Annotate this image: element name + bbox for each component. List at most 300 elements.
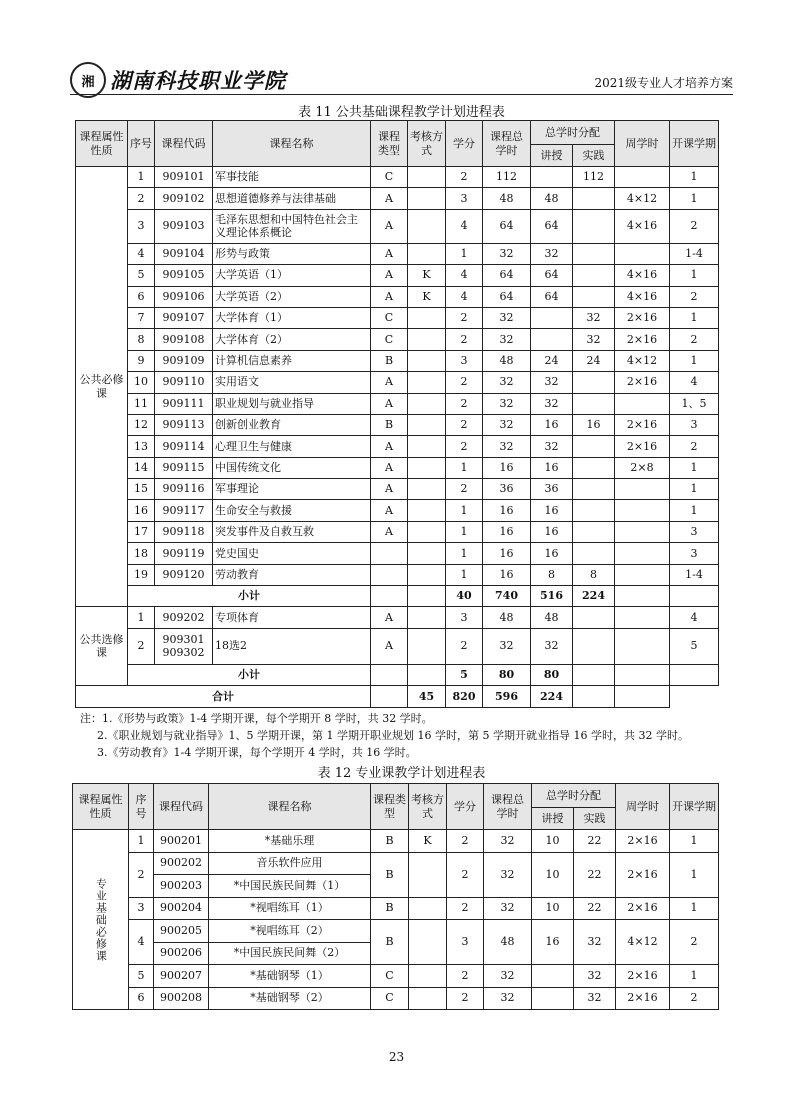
exam-cell <box>408 521 446 542</box>
code-cell: 909106 <box>155 286 213 307</box>
note-1: 注：1.《形势与政策》1-4 学期开课，每个学期开 8 学时，共 32 学时。 <box>80 712 433 725</box>
header-code: 课程代码 <box>154 784 209 830</box>
code-cell: 900203 <box>154 875 209 898</box>
name-cell: 大学英语（1） <box>213 265 371 286</box>
total-cell: 32 <box>483 628 531 664</box>
practice-cell <box>573 479 615 500</box>
weekly-cell <box>615 521 670 542</box>
total-cell: 32 <box>483 243 531 264</box>
empty-cell <box>615 686 670 707</box>
weekly-cell: 2×16 <box>615 436 670 457</box>
document-title: 2021级专业人才培养方案 <box>594 76 733 90</box>
table-row <box>76 243 719 264</box>
seq-cell: 6 <box>128 286 155 307</box>
weekly-cell <box>615 543 670 564</box>
code-cell: 900206 <box>154 942 209 965</box>
total-cell: 16 <box>483 500 531 521</box>
seq-cell: 18 <box>128 543 155 564</box>
seq-cell: 4 <box>129 920 154 965</box>
lecture-cell: 16 <box>531 543 573 564</box>
credit-cell: 2 <box>447 830 484 853</box>
type-cell: A <box>371 209 408 243</box>
header-type: 课程类型 <box>371 784 409 830</box>
table-row <box>76 500 719 521</box>
credit-cell: 2 <box>446 329 483 350</box>
header-total: 课程总学时 <box>484 784 532 830</box>
practice-cell <box>573 393 615 414</box>
name-cell: 18选2 <box>213 628 371 664</box>
credit-cell: 3 <box>446 350 483 371</box>
seq-cell: 1 <box>128 607 155 628</box>
type-cell: C <box>371 987 409 1010</box>
seq-cell: 3 <box>128 209 155 243</box>
header-practice: 实践 <box>573 145 615 167</box>
weekly-cell <box>615 500 670 521</box>
type-cell: A <box>371 393 408 414</box>
practice-cell <box>573 664 615 685</box>
table-row <box>76 628 719 664</box>
empty-cell <box>615 664 670 685</box>
credit-cell: 2 <box>447 897 484 920</box>
total-cell: 16 <box>483 457 531 478</box>
seq-cell: 7 <box>128 307 155 328</box>
type-cell: A <box>371 372 408 393</box>
header-lecture: 讲授 <box>532 808 574 830</box>
term-cell: 1-4 <box>670 243 719 264</box>
exam-cell <box>408 329 446 350</box>
page-header <box>70 60 733 98</box>
seq-cell: 1 <box>128 167 155 188</box>
practice-cell: 8 <box>573 564 615 585</box>
table-row <box>76 307 719 328</box>
credit-cell: 3 <box>447 920 484 965</box>
term-cell: 3 <box>670 543 719 564</box>
credit-cell: 2 <box>446 372 483 393</box>
header-lecture: 讲授 <box>531 145 573 167</box>
exam-cell <box>408 500 446 521</box>
practice-cell <box>573 372 615 393</box>
code-cell: 909118 <box>155 521 213 542</box>
seq-cell: 14 <box>128 457 155 478</box>
term-cell: 1 <box>670 897 719 920</box>
term-cell: 2 <box>670 436 719 457</box>
credit-cell: 2 <box>446 414 483 435</box>
type-cell: A <box>371 286 408 307</box>
total-cell: 32 <box>484 965 532 988</box>
practice-cell: 32 <box>574 920 616 965</box>
name-cell: *中国民族民间舞（2） <box>209 942 371 965</box>
exam-cell <box>408 457 446 478</box>
code-cell: 900205 <box>154 920 209 943</box>
code-cell: 900207 <box>154 965 209 988</box>
practice-cell <box>573 436 615 457</box>
seq-cell: 3 <box>129 897 154 920</box>
name-cell: *基础钢琴（2） <box>209 987 371 1010</box>
practice-cell: 22 <box>574 830 616 853</box>
school-logo <box>70 62 286 98</box>
name-cell: 军事技能 <box>213 167 371 188</box>
weekly-cell <box>615 607 670 628</box>
code-cell: 909109 <box>155 350 213 371</box>
type-cell: B <box>371 920 409 965</box>
name-cell: 计算机信息素养 <box>213 350 371 371</box>
table12 <box>72 783 719 1010</box>
name-cell: 突发事件及自救互救 <box>213 521 371 542</box>
practice-cell <box>573 265 615 286</box>
type-cell: A <box>371 243 408 264</box>
table-row <box>76 286 719 307</box>
code-cell: 909117 <box>155 500 213 521</box>
code-cell: 909102 <box>155 188 213 209</box>
code-cell: 909101 <box>155 167 213 188</box>
name-cell: 党史国史 <box>213 543 371 564</box>
total-cell: 32 <box>484 852 532 897</box>
name-cell: 思想道德修养与法律基础 <box>213 188 371 209</box>
exam-cell <box>408 414 446 435</box>
credit-cell: 2 <box>446 167 483 188</box>
exam-cell <box>408 436 446 457</box>
total-cell: 48 <box>483 607 531 628</box>
term-cell: 4 <box>670 372 719 393</box>
table-row <box>76 167 719 188</box>
empty-cell <box>615 586 670 607</box>
credit-cell: 2 <box>446 307 483 328</box>
seq-cell: 19 <box>128 564 155 585</box>
term-cell: 5 <box>670 628 719 664</box>
practice-cell <box>573 628 615 664</box>
total-cell: 16 <box>483 521 531 542</box>
lecture-cell: 10 <box>532 830 574 853</box>
table-row <box>76 457 719 478</box>
name-cell: *视唱练耳（2） <box>209 920 371 943</box>
exam-cell <box>408 372 446 393</box>
table-row <box>76 436 719 457</box>
name-cell: 中国传统文化 <box>213 457 371 478</box>
type-cell: B <box>371 830 409 853</box>
weekly-cell: 2×16 <box>615 329 670 350</box>
name-cell: 军事理论 <box>213 479 371 500</box>
weekly-cell: 2×16 <box>615 307 670 328</box>
name-cell: 劳动教育 <box>213 564 371 585</box>
table-row <box>76 188 719 209</box>
code-cell: 900208 <box>154 987 209 1010</box>
total-cell: 740 <box>483 586 531 607</box>
name-cell: *视唱练耳（1） <box>209 897 371 920</box>
lecture-cell <box>532 965 574 988</box>
table-row <box>76 479 719 500</box>
lecture-cell: 32 <box>531 243 573 264</box>
empty-cell <box>408 664 446 685</box>
type-cell <box>371 543 408 564</box>
type-cell: A <box>371 436 408 457</box>
credit-cell: 4 <box>446 265 483 286</box>
lecture-cell: 10 <box>532 897 574 920</box>
table-row <box>73 920 719 943</box>
table-row <box>76 393 719 414</box>
term-cell: 1-4 <box>670 564 719 585</box>
lecture-cell: 32 <box>531 628 573 664</box>
lecture-cell: 48 <box>531 607 573 628</box>
total-cell: 64 <box>483 265 531 286</box>
code-cell: 909116 <box>155 479 213 500</box>
practice-cell <box>573 209 615 243</box>
empty-cell <box>408 586 446 607</box>
total-cell: 16 <box>483 564 531 585</box>
header-type: 课程类型 <box>371 121 408 167</box>
type-cell: B <box>371 897 409 920</box>
header-term: 开课学期 <box>670 121 719 167</box>
term-cell: 1 <box>670 167 719 188</box>
exam-cell <box>409 852 447 897</box>
lecture-cell: 24 <box>531 350 573 371</box>
name-cell: *基础乐理 <box>209 830 371 853</box>
notes <box>80 710 740 761</box>
total-cell: 32 <box>483 307 531 328</box>
type-cell: C <box>371 167 408 188</box>
header-nature: 课程属性性质 <box>73 784 129 830</box>
practice-cell <box>573 500 615 521</box>
lecture-cell: 64 <box>531 286 573 307</box>
weekly-cell: 4×16 <box>615 209 670 243</box>
type-cell: A <box>371 628 408 664</box>
weekly-cell <box>615 243 670 264</box>
code-cell: 909107 <box>155 307 213 328</box>
credit-cell: 2 <box>446 479 483 500</box>
header-rule <box>70 94 733 95</box>
table-row <box>73 830 719 853</box>
weekly-cell <box>615 628 670 664</box>
exam-cell <box>409 987 447 1010</box>
lecture-cell: 10 <box>532 852 574 897</box>
term-cell: 3 <box>670 414 719 435</box>
lecture-cell: 80 <box>531 664 573 685</box>
credit-cell: 5 <box>446 664 483 685</box>
table-row <box>73 897 719 920</box>
seq-cell: 2 <box>128 628 155 664</box>
total-cell: 112 <box>483 167 531 188</box>
exam-cell <box>408 543 446 564</box>
credit-cell: 45 <box>408 686 446 707</box>
exam-cell <box>408 628 446 664</box>
table-row <box>76 329 719 350</box>
type-cell: C <box>371 329 408 350</box>
total-cell: 32 <box>483 414 531 435</box>
practice-cell: 32 <box>573 329 615 350</box>
code-cell: 909202 <box>155 607 213 628</box>
term-cell: 1 <box>670 479 719 500</box>
lecture-cell: 16 <box>531 521 573 542</box>
exam-cell <box>409 920 447 965</box>
type-cell: B <box>371 350 408 371</box>
term-cell: 1 <box>670 188 719 209</box>
table-row <box>73 987 719 1010</box>
credit-cell: 2 <box>447 987 484 1010</box>
table-row <box>76 607 719 628</box>
subtotal-label: 小计 <box>128 586 371 607</box>
note-3: 3.《劳动教育》1-4 学期开课，每个学期开 4 学时，共 16 学时。 <box>97 746 417 759</box>
lecture-cell <box>531 167 573 188</box>
practice-cell <box>573 521 615 542</box>
exam-cell <box>408 564 446 585</box>
credit-cell: 40 <box>446 586 483 607</box>
weekly-cell: 2×16 <box>615 414 670 435</box>
term-cell: 3 <box>670 521 719 542</box>
exam-cell <box>408 607 446 628</box>
total-cell: 64 <box>483 286 531 307</box>
header-alloc: 总学时分配 <box>531 121 615 145</box>
header-name: 课程名称 <box>209 784 371 830</box>
name-cell: 职业规划与就业指导 <box>213 393 371 414</box>
table-row <box>76 564 719 585</box>
name-cell: 实用语文 <box>213 372 371 393</box>
seq-cell: 11 <box>128 393 155 414</box>
term-cell: 2 <box>670 987 719 1010</box>
header-credit: 学分 <box>446 121 483 167</box>
practice-cell <box>573 607 615 628</box>
exam-cell <box>409 897 447 920</box>
credit-cell: 4 <box>446 286 483 307</box>
lecture-cell: 16 <box>531 457 573 478</box>
table-row <box>73 852 719 875</box>
name-cell: 创新创业教育 <box>213 414 371 435</box>
header-code: 课程代码 <box>155 121 213 167</box>
exam-cell: K <box>408 286 446 307</box>
practice-cell: 24 <box>573 350 615 371</box>
credit-cell: 2 <box>447 852 484 897</box>
total-cell: 16 <box>483 543 531 564</box>
practice-cell: 224 <box>531 686 573 707</box>
code-cell: 909110 <box>155 372 213 393</box>
lecture-cell <box>531 307 573 328</box>
weekly-cell: 2×16 <box>616 897 670 920</box>
total-cell: 32 <box>484 830 532 853</box>
total-cell: 80 <box>483 664 531 685</box>
total-cell: 48 <box>483 350 531 371</box>
seq-cell: 4 <box>128 243 155 264</box>
table-row <box>76 350 719 371</box>
weekly-cell <box>615 479 670 500</box>
name-cell: *基础钢琴（1） <box>209 965 371 988</box>
exam-cell <box>408 307 446 328</box>
total-cell: 36 <box>483 479 531 500</box>
table-row <box>73 965 719 988</box>
weekly-cell <box>615 393 670 414</box>
lecture-cell: 16 <box>531 500 573 521</box>
weekly-cell: 2×16 <box>615 372 670 393</box>
credit-cell: 1 <box>446 564 483 585</box>
code-cell: 909105 <box>155 265 213 286</box>
credit-cell: 2 <box>446 393 483 414</box>
term-cell: 1 <box>670 500 719 521</box>
credit-cell: 3 <box>446 188 483 209</box>
note-2: 2.《职业规划与就业指导》1、5 学期开课，第 1 学期开职业规划 16 学时，第 5 学期开就业指导 16 学时，共 32 学时。 <box>97 729 689 742</box>
header-term: 开课学期 <box>670 784 719 830</box>
term-cell: 2 <box>670 920 719 965</box>
term-cell: 4 <box>670 607 719 628</box>
code-cell: 900204 <box>154 897 209 920</box>
seq-cell: 8 <box>128 329 155 350</box>
group-label-text: 专业基础必修课 <box>94 877 108 962</box>
header-name: 课程名称 <box>213 121 371 167</box>
exam-cell <box>408 209 446 243</box>
credit-cell: 2 <box>446 436 483 457</box>
type-cell: A <box>371 265 408 286</box>
lecture-cell: 32 <box>531 436 573 457</box>
term-cell: 1 <box>670 852 719 897</box>
total-cell: 32 <box>483 436 531 457</box>
name-cell: 形势与政策 <box>213 243 371 264</box>
table-row <box>76 372 719 393</box>
seq-cell: 6 <box>129 987 154 1010</box>
type-cell: C <box>371 307 408 328</box>
group-label: 公共必修课 <box>76 167 128 607</box>
practice-cell: 22 <box>574 852 616 897</box>
total-cell: 48 <box>484 920 532 965</box>
group-label: 公共选修课 <box>76 607 128 686</box>
credit-cell: 1 <box>446 243 483 264</box>
seq-cell: 5 <box>128 265 155 286</box>
credit-cell: 1 <box>446 500 483 521</box>
practice-cell: 32 <box>573 307 615 328</box>
practice-cell <box>573 243 615 264</box>
weekly-cell: 4×16 <box>615 265 670 286</box>
seq-cell: 9 <box>128 350 155 371</box>
type-cell: B <box>371 414 408 435</box>
header-total: 课程总学时 <box>483 121 531 167</box>
logo-seal-icon: 湘 <box>70 62 106 98</box>
code-cell: 909113 <box>155 414 213 435</box>
seq-cell: 5 <box>129 965 154 988</box>
table-row <box>76 265 719 286</box>
practice-cell: 16 <box>573 414 615 435</box>
total-cell: 32 <box>483 393 531 414</box>
header-credit: 学分 <box>447 784 484 830</box>
term-cell: 2 <box>670 209 719 243</box>
lecture-cell: 32 <box>531 393 573 414</box>
type-cell: A <box>371 500 408 521</box>
exam-cell <box>408 479 446 500</box>
subtotal-row <box>76 586 719 607</box>
total-cell: 820 <box>446 686 483 707</box>
empty-cell <box>573 686 615 707</box>
exam-cell <box>408 188 446 209</box>
logo-text: 湖南科技职业学院 <box>110 68 286 93</box>
table-row <box>76 521 719 542</box>
weekly-cell: 4×12 <box>615 350 670 371</box>
code-cell: 909108 <box>155 329 213 350</box>
code-cell: 900201 <box>154 830 209 853</box>
name-cell: 心理卫生与健康 <box>213 436 371 457</box>
type-cell: A <box>371 479 408 500</box>
total-cell: 32 <box>484 897 532 920</box>
term-cell: 2 <box>670 286 719 307</box>
table-row <box>76 209 719 243</box>
lecture-cell: 8 <box>531 564 573 585</box>
code-cell: 900202 <box>154 852 209 875</box>
term-cell: 2 <box>670 329 719 350</box>
type-cell: A <box>371 457 408 478</box>
name-cell: 专项体育 <box>213 607 371 628</box>
practice-cell: 22 <box>574 897 616 920</box>
empty-cell <box>371 686 408 707</box>
seq-cell: 17 <box>128 521 155 542</box>
header-nature: 课程属性性质 <box>76 121 128 167</box>
weekly-cell: 2×16 <box>616 965 670 988</box>
type-cell: A <box>371 188 408 209</box>
weekly-cell: 2×8 <box>615 457 670 478</box>
lecture-cell: 516 <box>531 586 573 607</box>
header-alloc: 总学时分配 <box>532 784 616 808</box>
